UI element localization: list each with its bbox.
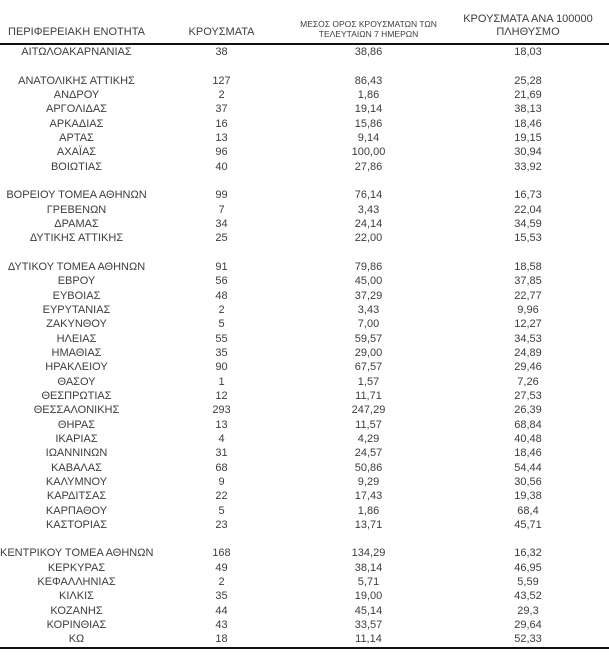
table-row [0,231,609,245]
cell-cases: 35 [215,346,228,359]
cell-per-100k: 68,4 [517,504,539,517]
cell-region: ΑΙΤΩΛΟΑΚΑΡΝΑΝΙΑΣ [21,46,132,58]
cell-region: ΒΟΡΕΙΟΥ ΤΟΜΕΑ ΑΘΗΝΩΝ [6,189,147,202]
cell-cases: 31 [215,447,228,460]
cell-cases: 43 [215,619,228,632]
cell-per-100k: 18,46 [514,117,542,130]
cell-per-100k: 19,38 [514,490,542,503]
cell-region: ΚΕΝΤΡΙΚΟΥ ΤΟΜΕΑ ΑΘΗΝΩΝ [0,547,153,560]
cell-cases: 168 [212,547,231,560]
cell-cases: 2 [218,303,225,316]
cell-cases: 7 [218,203,225,216]
cell-cases: 13 [215,131,228,144]
cell-avg-7day: 76,14 [354,189,383,202]
cell-avg-7day: 9,14 [357,131,380,144]
cell-region: ΚΑΛΥΜΝΟΥ [45,475,108,488]
cell-region: ΑΡΤΑΣ [59,131,94,144]
table-row [0,45,609,59]
cell-per-100k: 27,53 [514,389,542,402]
cell-cases: 22 [215,490,228,503]
table-row [0,317,609,331]
cell-avg-7day: 38,14 [354,561,383,574]
table-row [0,504,609,518]
cell-region: ΙΚΑΡΙΑΣ [55,432,98,445]
cell-avg-7day: 59,57 [354,332,383,345]
cell-region: ΑΧΑΪΑΣ [56,146,97,159]
cell-avg-7day: 3,43 [357,303,380,316]
cell-cases: 13 [215,418,228,431]
cell-per-100k: 19,15 [514,131,542,144]
cell-avg-7day: 17,43 [354,490,383,503]
group-spacer [0,59,609,73]
cell-per-100k: 24,89 [514,346,542,359]
cell-avg-7day: 7,00 [357,318,380,331]
cell-avg-7day: 15,86 [354,117,383,130]
cell-cases: 2 [218,576,225,589]
cell-avg-7day: 27,86 [354,160,383,173]
table-row [0,260,609,274]
table-header [0,0,609,45]
group-spacer [0,246,609,260]
cell-cases: 25 [215,232,228,245]
cell-per-100k: 68,84 [514,418,542,431]
cell-region: ΚΕΡΚΥΡΑΣ [47,561,106,574]
cell-cases: 35 [215,590,228,603]
cell-cases: 38 [215,46,228,58]
table-row [0,360,609,374]
cell-cases: 293 [212,404,231,417]
column-header-per-100k: ΚΡΟΥΣΜΑΤΑ ΑΝΑ 100000 ΠΛΗΘΥΣΜΟ [463,13,593,38]
cell-per-100k: 45,71 [514,518,542,531]
column-header-region: ΠΕΡΙΦΕΡΕΙΑΚΗ ΕΝΟΤΗΤΑ [8,26,145,38]
cell-avg-7day: 24,57 [354,447,383,460]
cell-cases: 91 [215,260,228,273]
cell-cases: 34 [215,217,228,230]
cell-avg-7day: 86,43 [354,74,383,87]
table-row [0,389,609,403]
cell-cases: 2 [218,88,225,101]
cell-region: ΔΥΤΙΚΟΥ ΤΟΜΕΑ ΑΘΗΝΩΝ [7,260,146,273]
cell-avg-7day: 19,00 [354,590,383,603]
cell-avg-7day: 13,71 [354,518,383,531]
cell-region: ΗΜΑΘΙΑΣ [51,346,102,359]
cell-cases: 99 [215,189,228,202]
table-row [0,346,609,360]
cell-per-100k: 34,59 [514,217,542,230]
cell-region: ΚΟΡΙΝΘΙΑΣ [46,619,107,632]
cell-per-100k: 18,03 [514,46,542,58]
cell-per-100k: 9,96 [517,303,539,316]
cell-cases: 48 [215,289,228,302]
cell-cases: 90 [215,361,228,374]
cell-avg-7day: 11,57 [355,418,382,431]
cell-avg-7day: 100,00 [351,146,386,159]
cell-avg-7day: 79,86 [354,260,383,273]
cell-avg-7day: 3,43 [357,203,380,216]
cell-cases: 96 [215,146,228,159]
cell-region: ΚΑΡΠΑΘΟΥ [45,504,108,517]
cell-avg-7day: 1,57 [357,375,380,388]
table-row [0,131,609,145]
cell-per-100k: 30,56 [514,475,542,488]
cell-cases: 16 [215,117,228,130]
cell-per-100k: 29,46 [514,361,542,374]
cell-cases: 37 [215,103,228,116]
table-row [0,102,609,116]
cell-per-100k: 52,33 [514,633,542,646]
cell-per-100k: 5,59 [517,576,539,589]
table-row [0,575,609,589]
cell-avg-7day: 45,14 [354,604,383,617]
cell-cases: 12 [215,389,228,402]
cell-per-100k: 38,13 [514,103,542,116]
cell-region: ΑΡΓΟΛΙΔΑΣ [46,103,107,116]
cell-per-100k: 22,77 [514,289,542,302]
cell-cases: 55 [215,332,228,345]
cell-cases: 40 [215,160,228,173]
cell-avg-7day: 5,71 [357,576,380,589]
cell-region: ΚΕΦΑΛΛΗΝΙΑΣ [37,576,116,589]
cell-region: ΚΙΛΚΙΣ [59,590,94,603]
table-row [0,489,609,503]
cell-region: ΒΟΙΩΤΙΑΣ [50,160,103,173]
cell-region: ΖΑΚΥΝΘΟΥ [46,318,107,331]
cell-avg-7day: 24,14 [354,217,383,230]
cell-cases: 18 [215,633,228,646]
cell-per-100k: 29,64 [514,619,542,632]
cell-per-100k: 26,39 [514,404,542,417]
table-row [0,289,609,303]
cell-per-100k: 16,32 [514,547,542,560]
cell-region: ΚΟΖΑΝΗΣ [50,604,103,617]
cell-region: ΔΡΑΜΑΣ [54,217,99,230]
cell-avg-7day: 22,00 [354,232,383,245]
cell-per-100k: 46,95 [514,561,542,574]
cell-per-100k: 7,26 [517,375,539,388]
cell-cases: 68 [215,461,228,474]
cell-cases: 5 [218,318,225,331]
cell-per-100k: 21,69 [514,88,542,101]
cell-per-100k: 25,28 [514,74,542,87]
table-row [0,303,609,317]
cell-avg-7day: 1,86 [357,504,380,517]
cell-cases: 5 [218,504,225,517]
cell-per-100k: 43,52 [514,590,542,603]
cell-avg-7day: 134,29 [351,547,386,560]
cell-avg-7day: 9,29 [357,475,380,488]
cell-per-100k: 12,27 [514,318,542,331]
cell-avg-7day: 45,00 [354,275,383,288]
cell-cases: 1 [218,375,225,388]
cell-avg-7day: 50,86 [354,461,383,474]
cell-avg-7day: 11,71 [355,389,382,402]
cell-region: ΗΡΑΚΛΕΙΟΥ [45,361,108,374]
cell-per-100k: 37,85 [514,275,542,288]
cell-region: ΕΥΡΥΤΑΝΙΑΣ [42,303,111,316]
cell-region: ΗΛΕΙΑΣ [56,332,97,345]
table-row [0,375,609,389]
cell-per-100k: 33,92 [514,160,542,173]
cell-avg-7day: 11,14 [355,633,382,646]
table-row [0,88,609,102]
table-row [0,589,609,603]
cell-region: ΘΑΣΟΥ [57,375,96,388]
cell-region: ΘΕΣΣΑΛΟΝΙΚΗΣ [33,404,120,417]
table-row [0,475,609,489]
cell-per-100k: 30,94 [514,146,542,159]
cell-per-100k: 40,48 [514,432,542,445]
column-header-avg-7day: ΜΕΣΟΣ ΟΡΟΣ ΚΡΟΥΣΜΑΤΩΝ ΤΩΝ ΤΕΛΕΥΤΑΙΩΝ 7 ΗΜΕΡΩΝ [300,19,437,39]
cell-region: ΑΡΚΑΔΙΑΣ [49,117,104,130]
cell-per-100k: 15,53 [514,232,542,245]
cell-per-100k: 16,73 [514,189,542,202]
table-row [0,145,609,159]
table-row [0,117,609,131]
cell-region: ΚΑΡΔΙΤΣΑΣ [46,490,107,503]
cell-per-100k: 18,58 [514,260,542,273]
table-row [0,432,609,446]
table-body [0,45,609,649]
cell-region: ΙΩΑΝΝΙΝΩΝ [45,447,108,460]
cell-avg-7day: 19,14 [354,103,383,116]
cell-region: ΔΥΤΙΚΗΣ ΑΤΤΙΚΗΣ [29,232,124,245]
cell-cases: 49 [215,561,228,574]
cell-region: ΘΕΣΠΡΩΤΙΑΣ [41,389,112,402]
cell-region: ΕΥΒΟΙΑΣ [52,289,101,302]
cell-region: ΚΑΣΤΟΡΙΑΣ [45,518,108,531]
cell-region: ΘΗΡΑΣ [57,418,96,431]
cell-region: ΑΝΔΡΟΥ [53,88,100,101]
table-row [0,203,609,217]
cell-avg-7day: 29,00 [354,346,383,359]
cell-avg-7day: 1,86 [357,88,380,101]
cell-per-100k: 54,44 [514,461,542,474]
table-row [0,160,609,174]
table-row [0,604,609,618]
table-row [0,546,609,560]
cell-cases: 9 [218,475,225,488]
cell-cases: 23 [215,518,228,531]
cell-cases: 56 [215,275,228,288]
table-row [0,332,609,346]
table-row [0,461,609,475]
table-row [0,446,609,460]
cell-region: ΚΑΒΑΛΑΣ [51,461,102,474]
table-row [0,188,609,202]
table-row [0,403,609,417]
table-row [0,632,609,646]
cell-per-100k: 34,53 [514,332,542,345]
cell-per-100k: 22,04 [514,203,542,216]
cell-cases: 4 [218,432,225,445]
table-row [0,618,609,632]
cell-avg-7day: 37,29 [354,289,383,302]
table-row [0,561,609,575]
table-row [0,518,609,532]
cell-per-100k: 18,46 [514,447,542,460]
table-row [0,418,609,432]
cell-avg-7day: 33,57 [354,619,383,632]
cell-avg-7day: 4,29 [357,432,380,445]
cell-per-100k: 29,3 [517,604,539,617]
group-spacer [0,532,609,546]
table-row [0,74,609,88]
cell-region: ΓΡΕΒΕΝΩΝ [46,203,107,216]
cell-avg-7day: 247,29 [351,404,386,417]
cell-region: ΑΝΑΤΟΛΙΚΗΣ ΑΤΤΙΚΗΣ [18,74,135,87]
cell-cases: 44 [215,604,228,617]
cell-cases: 127 [212,74,231,87]
cell-region: ΕΒΡΟΥ [57,275,96,288]
table-row [0,274,609,288]
column-header-cases: ΚΡΟΥΣΜΑΤΑ [188,26,255,38]
cell-region: ΚΩ [68,633,85,646]
cell-avg-7day: 67,57 [354,361,383,374]
group-spacer [0,174,609,188]
cell-avg-7day: 38,86 [354,46,383,58]
table-row [0,217,609,231]
